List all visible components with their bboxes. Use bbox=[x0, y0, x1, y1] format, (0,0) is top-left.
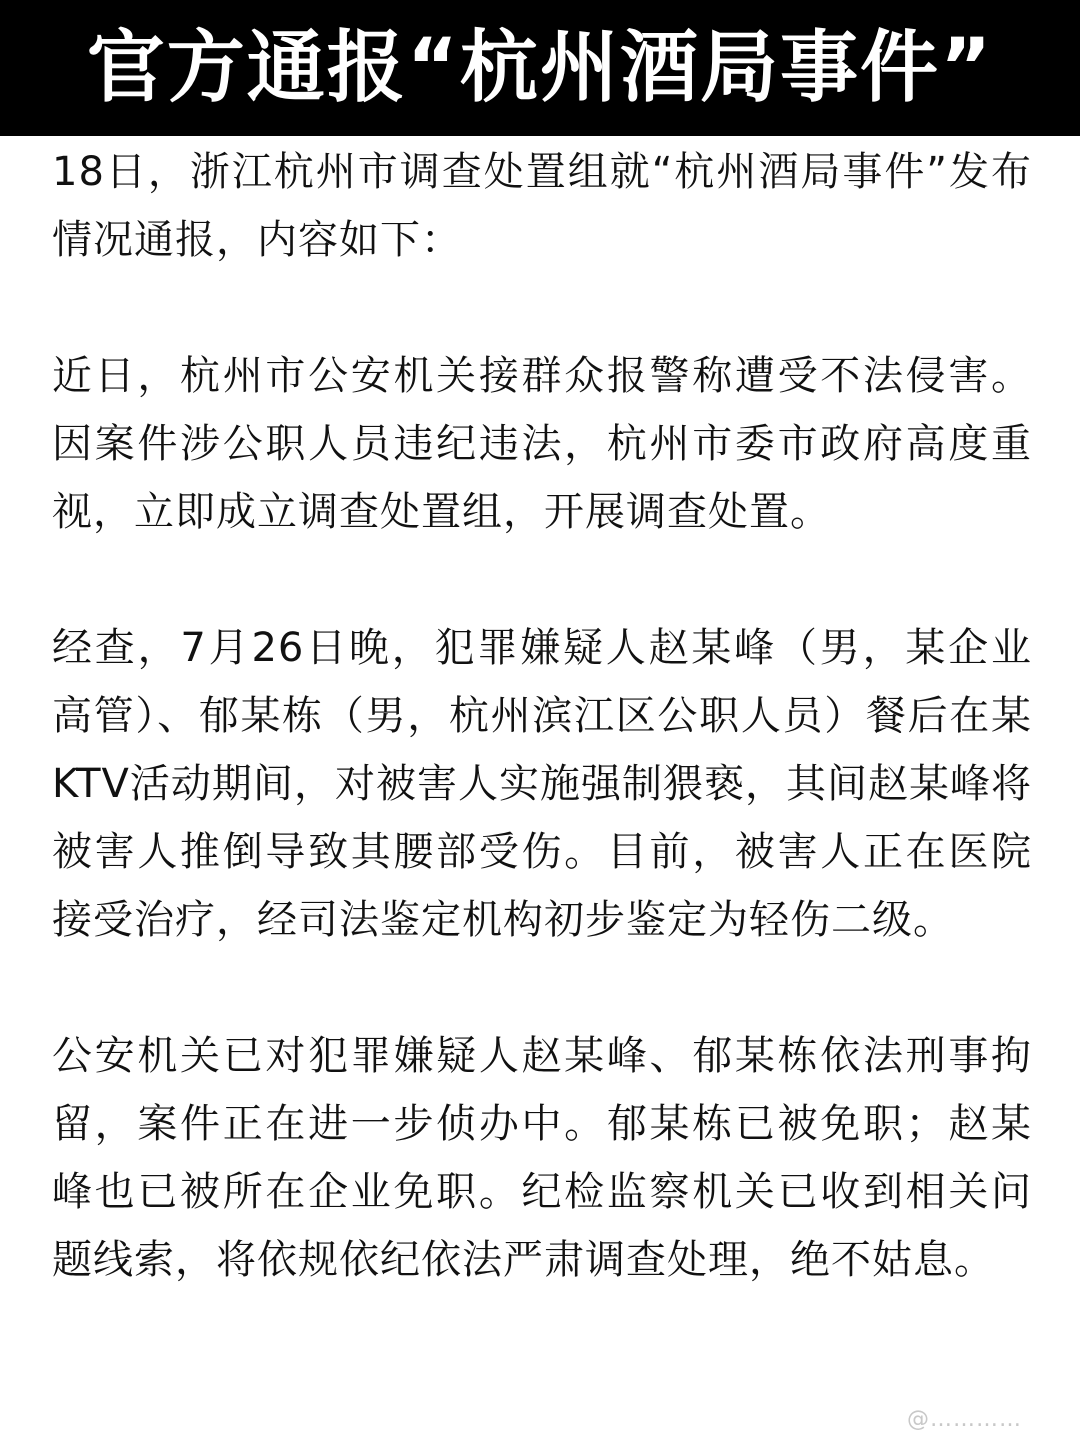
paragraph-background: 近日，杭州市公安机关接群众报警称遭受不法侵害。因案件涉公职人员违纪违法，杭州市委市政府高度重视，立即成立调查处置组，开展调查处置。 bbox=[52, 353, 1032, 535]
notice-body bbox=[52, 136, 1032, 1294]
title-banner bbox=[0, 0, 1080, 136]
watermark: @………… bbox=[907, 1407, 1022, 1432]
paragraph-intro: 18日，浙江杭州市调查处置组就“杭州酒局事件”发布情况通报，内容如下： bbox=[52, 149, 1032, 263]
page-title: 官方通报“杭州酒局事件” bbox=[86, 23, 994, 113]
paragraph-findings: 经查，7月26日晚，犯罪嫌疑人赵某峰（男，某企业高管）、郁某栋（男，杭州滨江区公职人员）餐后在某KTV活动期间，对被害人实施强制猥亵，其间赵某峰将被害人推倒导致其腰部受伤。目前，被害人正在医院接受治疗，经司法鉴定机构初步鉴定为轻伤二级。 bbox=[52, 625, 1032, 943]
paragraph-actions: 公安机关已对犯罪嫌疑人赵某峰、郁某栋依法刑事拘留，案件正在进一步侦办中。郁某栋已被免职；赵某峰也已被所在企业免职。纪检监察机关已收到相关问题线索，将依规依纪依法严肃调查处理，绝不姑息。 bbox=[52, 1033, 1032, 1283]
